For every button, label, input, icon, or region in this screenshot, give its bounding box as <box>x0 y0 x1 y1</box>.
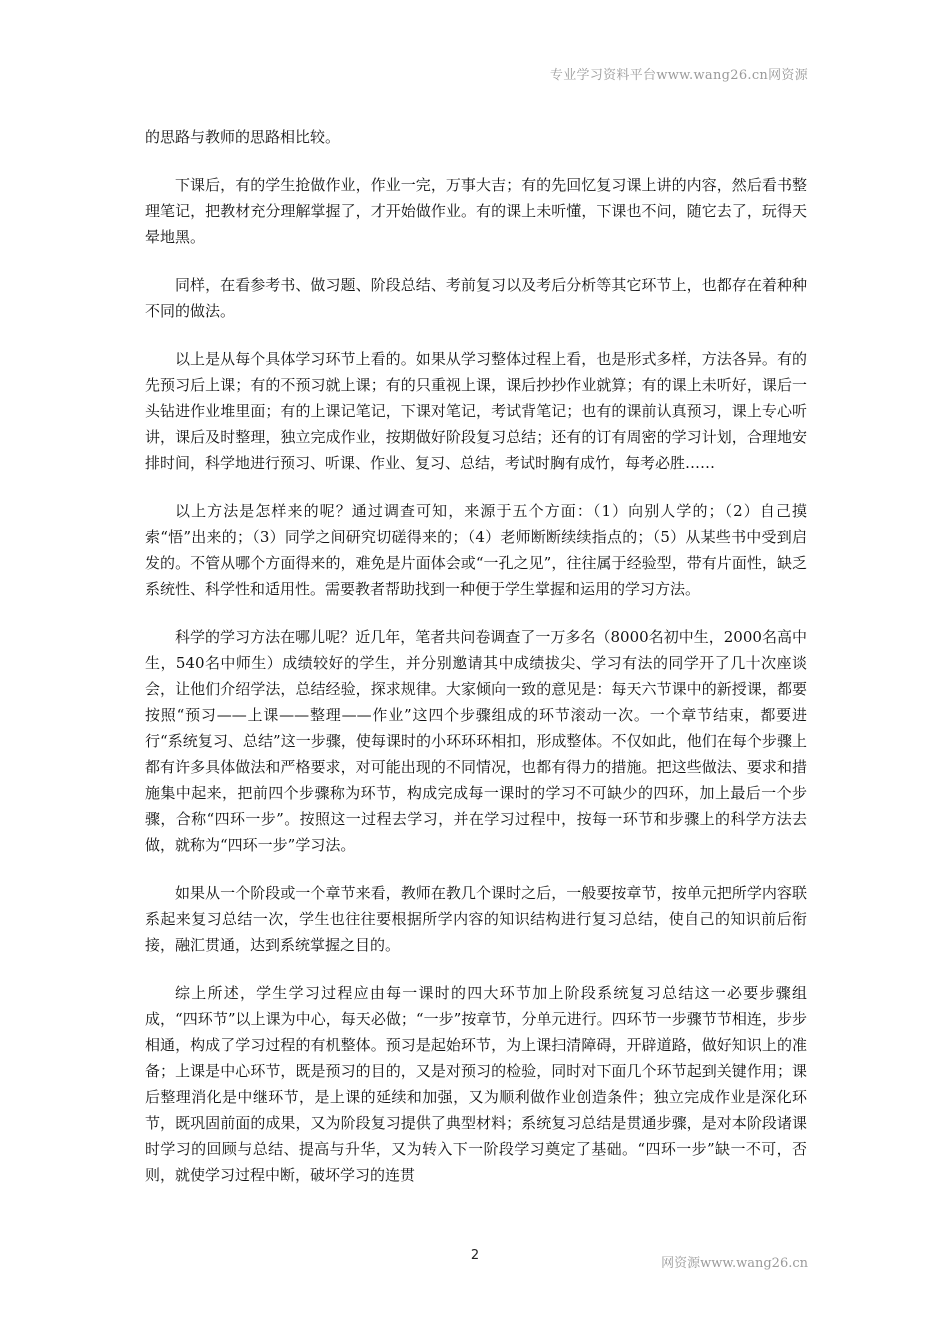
header-watermark: 专业学习资料平台www.wang26.cn网资源 <box>549 68 808 83</box>
document-body <box>145 124 807 1210</box>
paragraph-continuation: 的思路与教师的思路相比较。 <box>145 128 341 146</box>
paragraph: 同样，在看参考书、做习题、阶段总结、考前复习以及考后分析等其它环节上，也都存在着种种不同的做法。 <box>145 276 807 320</box>
page-number: 2 <box>470 1248 480 1263</box>
paragraph: 科学的学习方法在哪儿呢？近几年，笔者共问卷调查了一万多名（8000名初中生，2000名高中生，540名中师生）成绩较好的学生，并分别邀请其中成绩拔尖、学习有法的同学开了几十次座谈会，让他们介绍学法，总结经验，探求规律。大家倾向一致的意见是：每天六节课中的新授课，都要按照“预习——上课——整理——作业”这四个步骤组成的环节滚动一次。一个章节结束，都要进行“系统复习、总结”这一步骤，使每课时的小环环环相扣，形成整体。不仅如此，他们在每个步骤上都有许多具体做法和严格要求，对可能出现的不同情况，也都有得力的措施。把这些做法、要求和措施集中起来，把前四个步骤称为环节，构成完成每一课时的学习不可缺少的四环，加上最后一个步骤，合称“四环一步”。按照这一过程去学习，并在学习过程中，按每一环节和步骤上的科学方法去做，就称为“四环一步”学习法。 <box>145 628 807 854</box>
paragraph: 以上方法是怎样来的呢？通过调查可知，来源于五个方面：（1）向别人学的；（2）自己摸索“悟”出来的；（3）同学之间研究切磋得来的；（4）老师断断续续指点的；（5）从某些书中受到启发的。不管从哪个方面得来的，难免是片面体会或“一孔之见”，往往属于经验型，带有片面性，缺乏系统性、科学性和适用性。需要教者帮助找到一种便于学生掌握和运用的学习方法。 <box>145 502 807 598</box>
paragraph: 综上所述，学生学习过程应由每一课时的四大环节加上阶段系统复习总结这一必要步骤组成，“四环节”以上课为中心，每天必做；“一步”按章节，分单元进行。四环节一步骤节节相连，步步相通，构成了学习过程的有机整体。预习是起始环节，为上课扫清障碍，开辟道路，做好知识上的准备；上课是中心环节，既是预习的目的，又是对预习的检验，同时对下面几个环节起到关键作用；课后整理消化是中继环节，是上课的延续和加强，又为顺利做作业创造条件；独立完成作业是深化环节，既巩固前面的成果，又为阶段复习提供了典型材料；系统复习总结是贯通步骤，是对本阶段诸课时学习的回顾与总结、提高与升华，又为转入下一阶段学习奠定了基础。“四环一步”缺一不可，否则，就使学习过程中断，破坏学习的连贯 <box>145 984 807 1184</box>
footer-watermark: 网资源www.wang26.cn <box>661 1256 808 1271</box>
paragraph: 下课后，有的学生抢做作业，作业一完，万事大吉；有的先回忆复习课上讲的内容，然后看书整理笔记，把教材充分理解掌握了，才开始做作业。有的课上未听懂，下课也不问，随它去了，玩得天晕地黑。 <box>145 176 807 246</box>
paragraph: 以上是从每个具体学习环节上看的。如果从学习整体过程上看，也是形式多样，方法各异。有的先预习后上课；有的不预习就上课；有的只重视上课，课后抄抄作业就算；有的课上未听好，课后一头钻进作业堆里面；有的上课记笔记，下课对笔记，考试背笔记；也有的课前认真预习，课上专心听讲，课后及时整理，独立完成作业，按期做好阶段复习总结；还有的订有周密的学习计划，合理地安排时间，科学地进行预习、听课、作业、复习、总结，考试时胸有成竹，每考必胜…… <box>145 350 807 472</box>
paragraph: 如果从一个阶段或一个章节来看，教师在教几个课时之后，一般要按章节，按单元把所学内容联系起来复习总结一次，学生也往往要根据所学内容的知识结构进行复习总结，使自己的知识前后衔接，融汇贯通，达到系统掌握之目的。 <box>145 884 807 954</box>
